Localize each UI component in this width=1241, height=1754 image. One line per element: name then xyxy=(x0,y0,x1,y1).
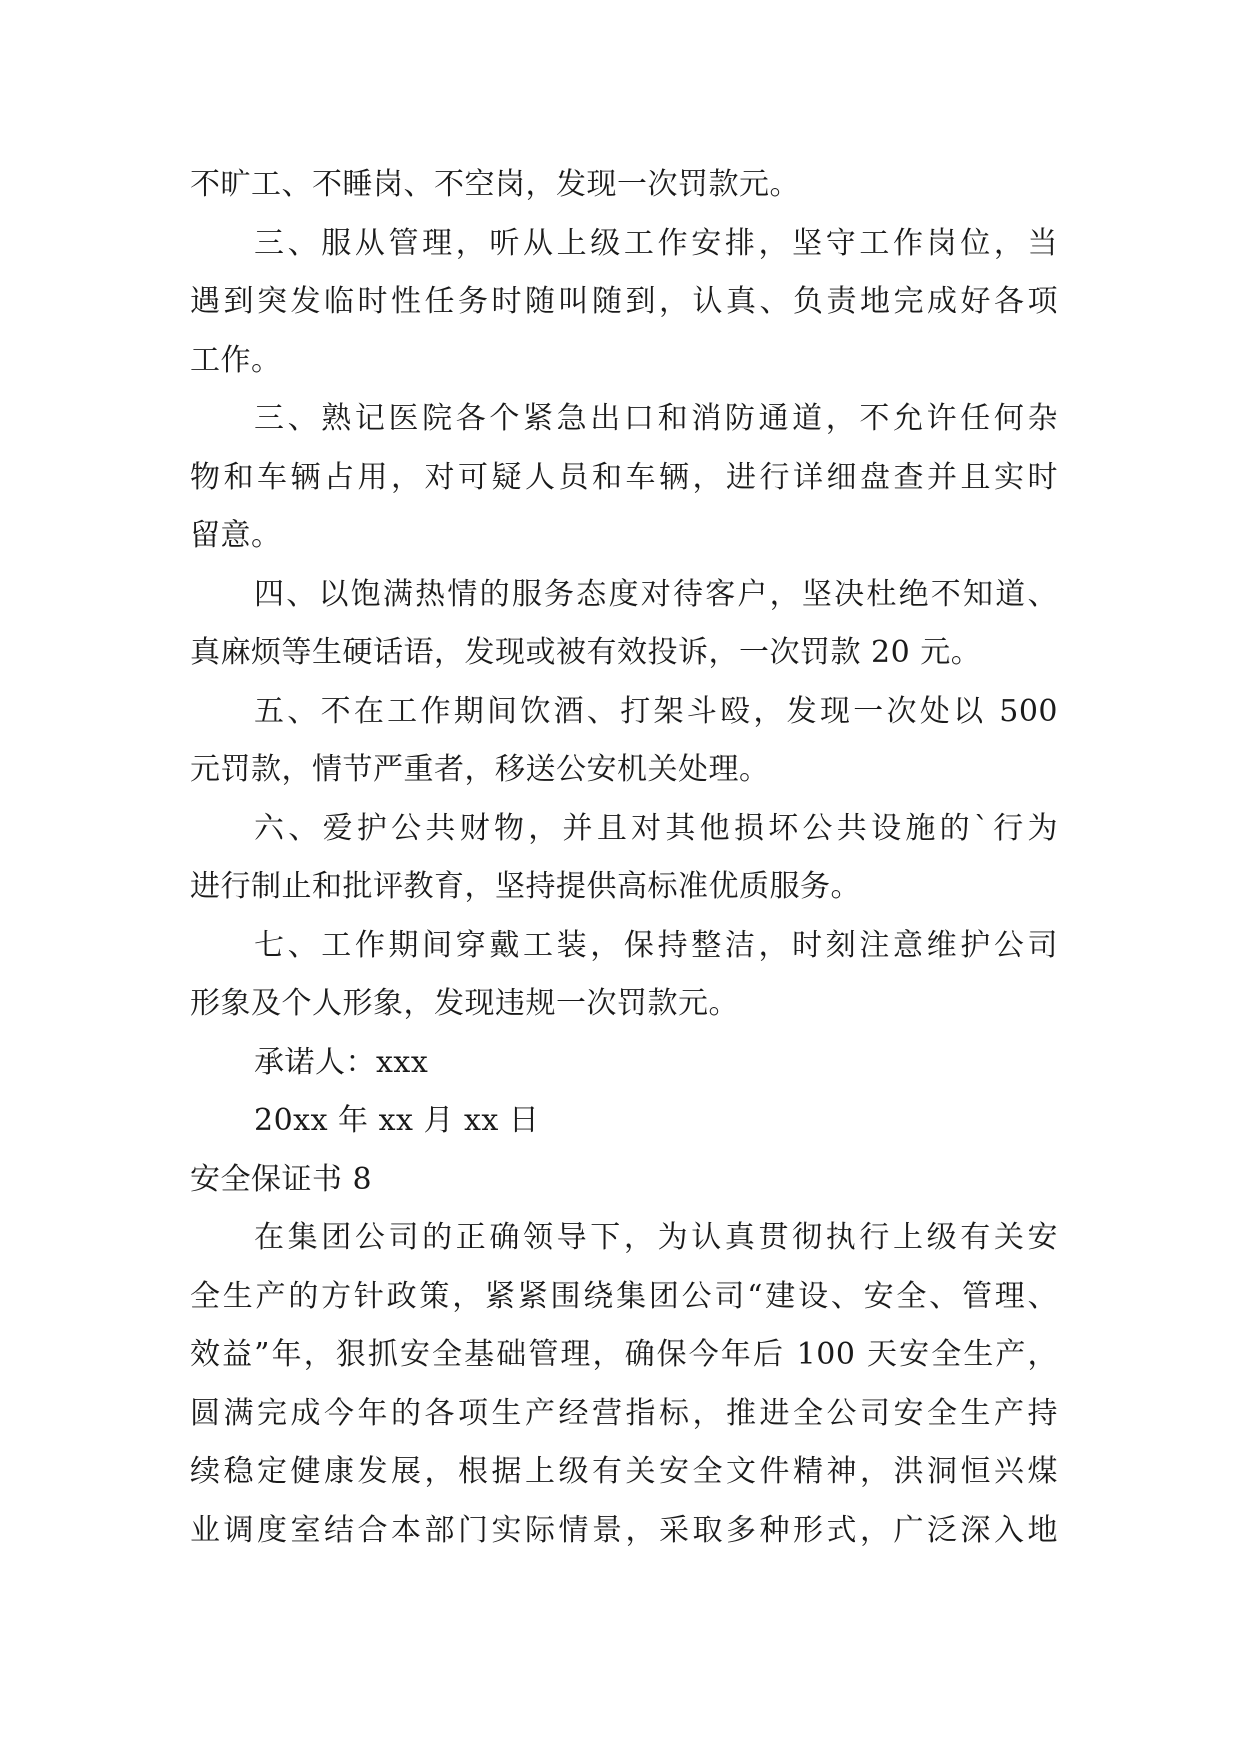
text-line: 六、爱护公共财物，并且对其他损坏公共设施的`行为 xyxy=(254,810,1058,846)
text-line: 元罚款，情节严重者，移送公安机关处理。 xyxy=(190,752,770,787)
text-line: 真麻烦等生硬话语，发现或被有效投诉，一次罚款 20 元。 xyxy=(190,635,982,670)
text-line: 物和车辆占用，对可疑人员和车辆，进行详细盘查并且实时 xyxy=(190,459,1058,495)
text-line: 业调度室结合本部门实际情景，采取多种形式，广泛深入地 xyxy=(190,1512,1058,1548)
text-line: 七、工作期间穿戴工装，保持整洁，时刻注意维护公司 xyxy=(254,927,1058,963)
text-line: 进行制止和批评教育，坚持提供高标准优质服务。 xyxy=(190,869,861,904)
text-line: 效益”年，狠抓安全基础管理，确保今年后 100 天安全生产， xyxy=(190,1337,1058,1372)
text-line: 圆满完成今年的各项生产经营指标，推进全公司安全生产持 xyxy=(190,1395,1058,1431)
text-line: 全生产的方针政策，紧紧围绕集团公司“建设、安全、管理、 xyxy=(190,1278,1058,1314)
section-title: 安全保证书 8 xyxy=(190,1161,373,1197)
text-line: 四、以饱满热情的服务态度对待客户，坚决杜绝不知道、 xyxy=(254,576,1058,612)
text-line: 在集团公司的正确领导下，为认真贯彻执行上级有关安 xyxy=(254,1220,1058,1255)
text-line: 续稳定健康发展，根据上级有关安全文件精神，洪洞恒兴煤 xyxy=(190,1454,1058,1489)
text-line: 形象及个人形象，发现违规一次罚款元。 xyxy=(190,986,739,1021)
document-body xyxy=(190,156,1058,1560)
signature-line: 承诺人：xxx xyxy=(254,1044,429,1080)
text-line: 遇到突发临时性任务时随叫随到，认真、负责地完成好各项 xyxy=(190,284,1058,319)
date-line: 20xx 年 xx 月 xx 日 xyxy=(254,1103,540,1138)
text-line: 工作。 xyxy=(190,342,282,378)
text-line: 留意。 xyxy=(190,518,282,553)
text-line: 三、熟记医院各个紧急出口和消防通道，不允许任何杂 xyxy=(254,401,1058,436)
text-line: 五、不在工作期间饮酒、打架斗殴，发现一次处以 500 xyxy=(254,693,1058,729)
text-line: 不旷工、不睡岗、不空岗，发现一次罚款元。 xyxy=(190,167,800,202)
text-line: 三、服从管理，听从上级工作安排，坚守工作岗位，当 xyxy=(254,225,1058,261)
